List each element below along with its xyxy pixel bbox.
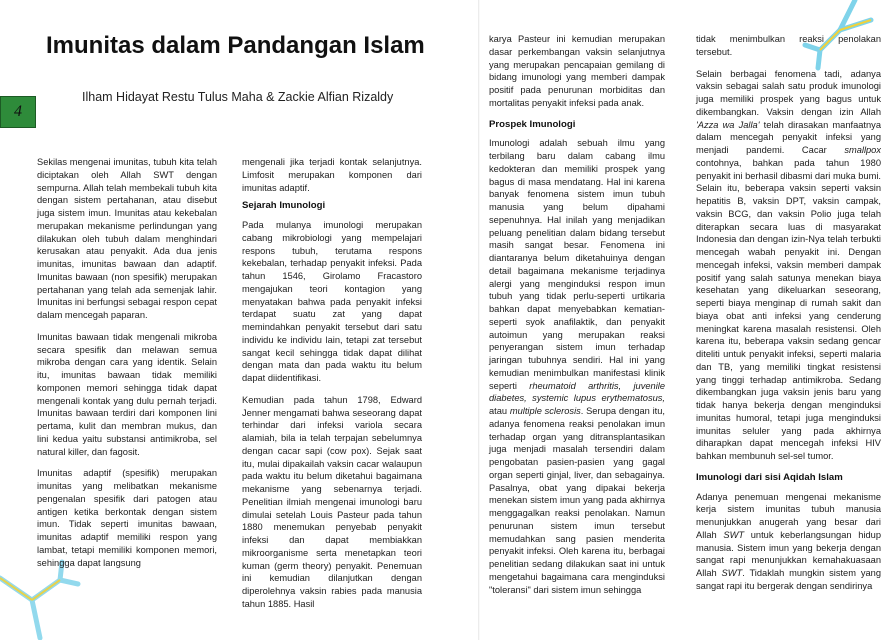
paragraph: karya Pasteur ini kemudian merupakan dasar perkembangan vaksin selanjutnya yang merupakan pencapaian gemilang di bidang imunologi yang memberi dampak positif pada penurunan morbiditas dan mortalitas penyakit infeksi pada anak. (489, 34, 665, 108)
text-column-4 (696, 33, 881, 640)
italic-text-run: SWT (723, 529, 745, 540)
text-run: telah dirasakan manfaatnya dalam mencegah penyakit infeksi yang menjadi pandemi. Cacar (696, 119, 881, 155)
section-heading-aqidah: Imunologi dari sisi Aqidah Islam (696, 471, 843, 483)
text-column-2 (242, 156, 422, 620)
italic-text-run: smallpox (844, 145, 881, 155)
paragraph: Imunitas adaptif (spesifik) merupakan imunitas yang melibatkan mekanisme pengenalan spesifik dari patogen atau antigen ketika berkontak dengan sistem imun. Tidak seperti imunitas bawaan, imunitas adaptif memiliki respon yang lambat, tetapi memiliki komponen memori, sehingga dapat langsung (37, 468, 217, 568)
article-authors: Ilham Hidayat Restu Tulus Maha & Zackie Alfian Rizaldy (82, 90, 394, 104)
italic-text-run: multiple sclerosis (509, 406, 581, 416)
paragraph: Pada mulanya imunologi merupakan cabang mikrobiologi yang mempelajari respons tubuh, terutama respons kekebalan, terhadap penyakit infeksi. Pada tahun 1546, Girolamo Fracastoro mengajukan teori kontagion yang menyatakan bahwa pada penyakit infeksi terdapat suatu zat yang dapat memindahkan penyakit tersebut dari satu individu ke individu lain, tetapi zat tersebut sangat kecil sehingga tidak dapat dilihat dengan mata dan pada waktu itu belum dapat diidentifikasi. (242, 220, 422, 383)
text-run: Adanya penemuan mengenai mekanisme kerja sistem imunitas tubuh manusia menunjukkan anugerah yang besar dari Allah (696, 491, 881, 540)
italic-text-run: rheumatoid arthritis, juvenile diabetes, systemic lupus erythematosus, (489, 380, 665, 404)
section-heading-prospek: Prospek Imunologi (489, 118, 576, 130)
column-inner (696, 33, 881, 593)
paragraph (489, 137, 665, 596)
text-run: atau (489, 406, 510, 416)
section-heading-sejarah: Sejarah Imunologi (242, 200, 326, 212)
paragraph (696, 491, 881, 593)
text-run: untuk keberlangsungan hidup manusia. Sistem imun yang bekerja dengan sangat rapi menunjukkan kemahakuasaan Allah (696, 529, 881, 578)
paragraph: tidak menimbulkan reaksi penolakan tersebut. (696, 34, 881, 57)
italic-text-run: 'Azza wa Jalla' (696, 119, 760, 130)
article-title: Imunitas dalam Pandangan Islam (46, 32, 425, 59)
text-run: contohnya, bahkan pada tahun 1980 penyakit ini berhasil dibasmi dari muka bumi. Selain itu, beberapa vaksin seperti vaksin hepatitis B, vaksin DPT, vaksin campak, vaksin BCG, dan vaksin Polio juga telah diterapkan secara luas di masyarakat Indonesia dan dengan izin-Nya telah terbukti mencegah wabah penyakit ini. Dengan mencegah infeksi, vaksin memberi dampak positif yang salah satunya menekan biaya kesehatan yang dikeluarkan seseorang, seperti biaya menginap di rumah sakit dan biaya obat anti infeksi yang cenderung meningkat karena masalah resistensi. Oleh karena itu, beberapa vaksin sedang gencar diteliti untuk penyakit infeksi, seperti malaria dan TB, yang memiliki tingkat resistensi yang tinggi terhadap antimikroba. Sedang dikembangkan juga vaksin jenis baru yang tidak hanya bekerja dengan menginduksi imunitas humoral, tetapi juga menginduksi imunitas seluler yang pada akhirnya diharapkan dapat mencegah infeksi HIV bahkan membunuh sel-sel tumor. (696, 157, 881, 461)
paragraph: mengenali jika terjadi kontak selanjutnya. Limfosit merupakan komponen dari imunitas adaptif. (242, 157, 422, 193)
text-column-3 (489, 33, 665, 605)
page-gutter (478, 0, 480, 640)
page-number-badge: 4 (0, 96, 36, 128)
italic-text-run: SWT (721, 568, 743, 578)
text-run: . Tidaklah mungkin sistem yang sangat rapi itu bergerak dengan sendirinya (696, 568, 881, 591)
paragraph: Kemudian pada tahun 1798, Edward Jenner mengamati bahwa seseorang dapat terhindar dari infeksi variola secara alamiah, bila ia telah terpajan sebelumnya dengan cacar sapi (cow pox). Sejak saat itu, mulai dipakailah vaksin cacar walaupun pada waktu itu belum diketahui bagaimana mekanisme yang sebenarnya terjadi. Penelitian ilmiah mengenai imunologi baru dimulai setelah Louis Pasteur pada tahun 1880 menemukan penyebab penyakit infeksi dan dapat membiakkan mikroorganisme serta menetapkan teori kuman (germ theory) penyakit. Penemuan ini kemudian dilanjutkan dengan diperolehnya vaksin rabies pada manusia tahun 1885. Hasil (242, 394, 422, 609)
text-run: . Serupa dengan itu, adanya fenomena reaksi penolakan imun terhadap organ yang ditransplantasikan juga menjadi masalah tersendiri dalam pengobatan pasien-pasien yang gagal organ seperti ginjal, liver, dan sebagainya. Pasalnya, obat yang dipakai bekerja menekan sistem imun yang pada akhirnya menggagalkan reaksi penolakan. Namun penurunan sistem imun tersebut memudahkan sang pasien menderita penyakit infeksi. Oleh karena itu, berbagai penelitian sedang dilakukan saat ini untuk mengetahui bagaimana cara menginduksi "toleransi" dari sistem imun sehingga (489, 406, 665, 595)
text-run: Imunologi adalah sebuah ilmu yang terbilang baru dalam cabang ilmu kedokteran dan memiliki prospek yang bagus di masa mendatang. Hal ini karena banyak fenomena sistem imun tubuh manusia yang belum dipahami sepenuhnya. Hal inilah yang menjadikan peluang penelitian dalam bidang tersebut masih sangat besar. Fenomena ini diantaranya belum diketahuinya dengan detail bagaimana mekanisme terjadinya alergi yang menginduksi respon imun tubuh yang tidak perlu-seperti urtikaria bahkan dapat menyebabkan kematian-seperti syok anafilaktik, dan penyakit autoimun yang merupakan reaksi penyerangan sistem imun terhadap jaringan tubuhnya sendiri. Hal ini yang kemudian menimbulkan manifestasi klinik seperti (489, 138, 665, 391)
text-column-1 (37, 156, 217, 578)
paragraph: Sekilas mengenai imunitas, tubuh kita telah diciptakan oleh Allah SWT dengan sempurna. Allah telah membekali tubuh kita dengan sistem pertahanan, atau disebut juga sistem imun. Imunitas atau kekebalan merupakan mekanisme perlindungan yang dilakukan oleh tubuh dalam menghindari kerusakan atau penyakit. Ada dua jenis imunitas, imunitas bawaan dan adaptif. Imunitas bawaan (non spesifik) merupakan pertahanan yang telah ada semenjak lahir. Imunitas ini berfungsi sebagai respon cepat dalam mencegah paparan. (37, 157, 217, 320)
paragraph (696, 68, 881, 463)
text-run: Selain berbagai fenomena tadi, adanya vaksin sebagai salah satu produk imunologi juga memiliki prospek yang bagus untuk dikembangkan. Vaksin dengan izin Allah (696, 68, 881, 117)
paragraph: Imunitas bawaan tidak mengenali mikroba secara spesifik dan melawan semua mikroba dengan cara yang identik. Selain itu, imunitas bawaan tidak memiliki komponen memori sehingga tidak dapat mengenali kontak yang dulu pernah terjadi. Imunitas bawaan terdiri dari komponen lini pertama, kulit dan membran mukus, dan lini kedua yaitu substansi antimikroba, sel natural killer, dan fagosit. (37, 331, 217, 457)
